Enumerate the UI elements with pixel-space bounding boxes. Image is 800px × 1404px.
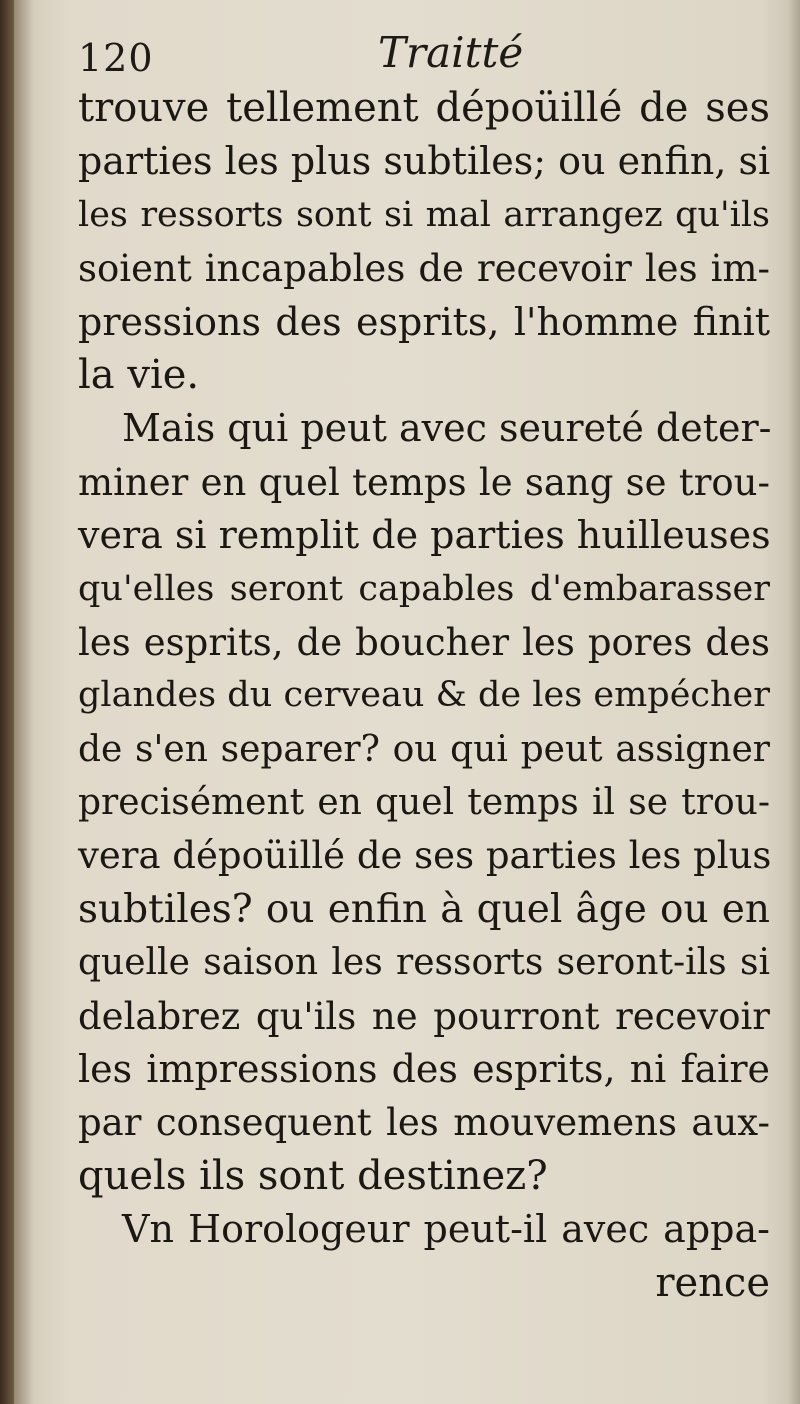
- text-line: quelle saison les ressorts seront-ils si: [78, 942, 770, 984]
- text-line: precisément en quel temps il se trou-: [78, 782, 770, 824]
- body-text: [78, 82, 770, 1310]
- page-edge-shadow: [788, 0, 800, 1404]
- book-binding-edge: [0, 0, 14, 1404]
- text-line: soient incapables de recevoir les im-: [78, 247, 770, 291]
- text-line: de s'en separer? ou qui peut assigner: [78, 728, 770, 770]
- page-header: [78, 28, 768, 84]
- paragraph-start-line: Vn Horologeur peut-il avec appa-: [122, 1207, 770, 1252]
- text-line: miner en quel temps le sang se trou-: [78, 460, 770, 504]
- text-line: delabrez qu'ils ne pourront recevoir: [78, 994, 770, 1038]
- text-line: les ressorts sont si mal arrangez qu'ils: [78, 194, 770, 235]
- text-line: parties les plus subtiles; ou enfin, si: [78, 139, 771, 184]
- running-title: Traitté: [378, 28, 524, 77]
- text-line: les esprits, de boucher les pores des: [78, 620, 770, 664]
- text-line: les impressions des esprits, ni faire: [78, 1047, 770, 1092]
- text-line: vera dépoüillé de ses parties les plus: [78, 834, 772, 878]
- text-line: pressions des esprits, l'homme finit: [78, 299, 770, 344]
- text-line: quels ils sont destinez?: [78, 1152, 548, 1199]
- text-line: par consequent les mouvemens aux-: [78, 1101, 770, 1145]
- text-line: trouve tellement dépoüillé de ses: [78, 85, 770, 131]
- text-line: qu'elles seront capables d'embarasser: [78, 568, 770, 609]
- text-line: la vie.: [78, 351, 200, 398]
- text-line: subtiles? ou enfin à quel âge ou en: [78, 886, 770, 932]
- catchword: rence: [655, 1259, 770, 1306]
- paragraph-start-line: Mais qui peut avec seureté deter-: [122, 406, 772, 451]
- text-line: vera si remplit de parties huilleuses: [78, 513, 771, 558]
- text-line: glandes du cerveau & de les empécher: [78, 675, 770, 716]
- page-number: 120: [78, 36, 154, 80]
